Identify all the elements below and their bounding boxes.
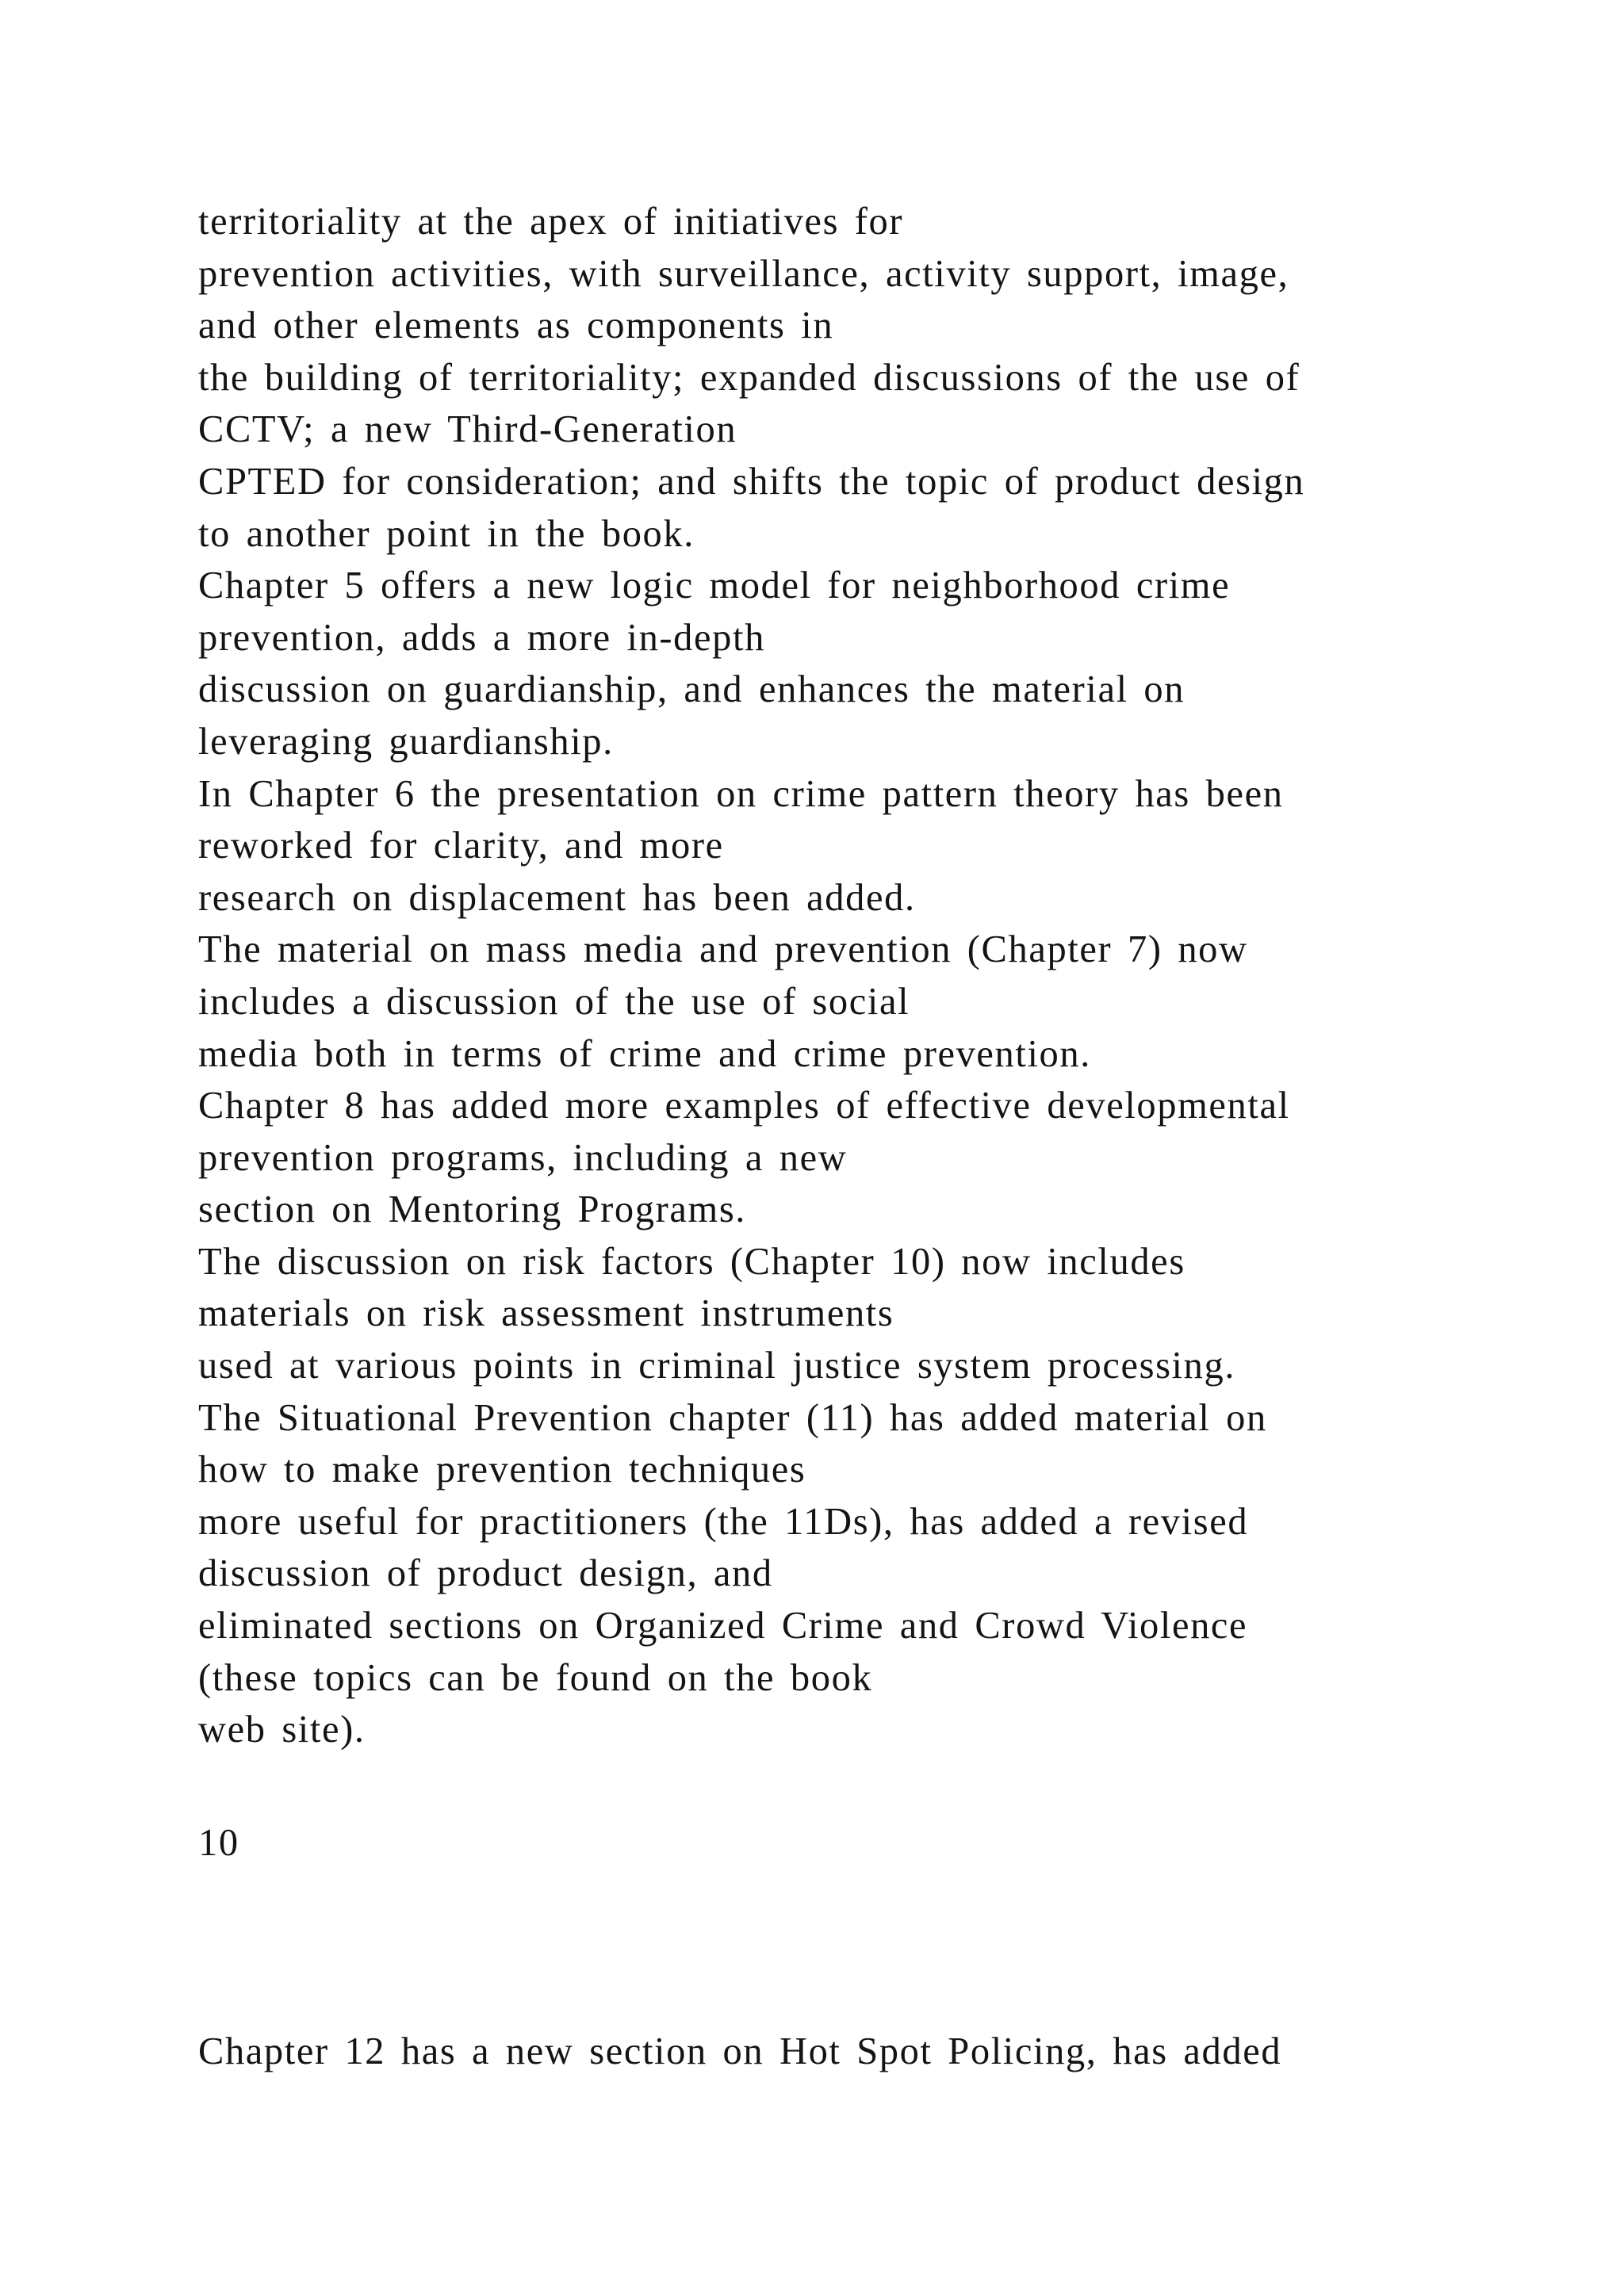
- text-line: leveraging guardianship.: [198, 720, 614, 763]
- text-line: web site).: [198, 1709, 366, 1751]
- text-line: used at various points in criminal justice system processing.: [198, 1345, 1236, 1387]
- text-line: research on displacement has been added.: [198, 876, 916, 919]
- text-line: Chapter 8 has added more examples of effective developmental: [198, 1085, 1290, 1127]
- text-line: prevention activities, with surveillance, activity support, image,: [198, 252, 1289, 295]
- text-line: In Chapter 6 the presentation on crime pattern theory has been: [198, 772, 1284, 815]
- text-line: reworked for clarity, and more: [198, 825, 724, 867]
- text-line: more useful for practitioners (the 11Ds), has added a revised: [198, 1500, 1249, 1543]
- text-line: The Situational Prevention chapter (11) has added material on: [198, 1396, 1267, 1439]
- text-line: territoriality at the apex of initiatives for: [198, 201, 904, 243]
- text-line: CCTV; a new Third-Generation: [198, 408, 737, 451]
- text-line: The material on mass media and prevention (Chapter 7) now: [198, 928, 1248, 971]
- text-line: includes a discussion of the use of social: [198, 980, 910, 1023]
- text-line: and other elements as components in: [198, 304, 834, 347]
- text-line: prevention, adds a more in-depth: [198, 616, 765, 659]
- text-line: materials on risk assessment instruments: [198, 1292, 894, 1335]
- text-line: (these topics can be found on the book: [198, 1656, 873, 1699]
- text-line: prevention programs, including a new: [198, 1136, 848, 1179]
- page-number: 10: [198, 1822, 239, 1864]
- text-line: how to make prevention techniques: [198, 1448, 806, 1491]
- text-line: discussion on guardianship, and enhances the material on: [198, 668, 1185, 711]
- text-line: section on Mentoring Programs.: [198, 1188, 747, 1231]
- continuation-line: Chapter 12 has a new section on Hot Spot Policing, has added: [198, 2030, 1282, 2072]
- body-text: [198, 196, 1499, 1756]
- text-line: Chapter 5 offers a new logic model for neighborhood crime: [198, 564, 1231, 607]
- text-line: to another point in the book.: [198, 512, 695, 555]
- text-line: The discussion on risk factors (Chapter 10) now includes: [198, 1240, 1185, 1283]
- text-line: eliminated sections on Organized Crime and Crowd Violence: [198, 1605, 1248, 1647]
- text-line: discussion of product design, and: [198, 1552, 773, 1595]
- text-line: the building of territoriality; expanded discussions of the use of: [198, 356, 1300, 399]
- text-line: media both in terms of crime and crime prevention.: [198, 1032, 1091, 1075]
- text-line: CPTED for consideration; and shifts the topic of product design: [198, 460, 1305, 503]
